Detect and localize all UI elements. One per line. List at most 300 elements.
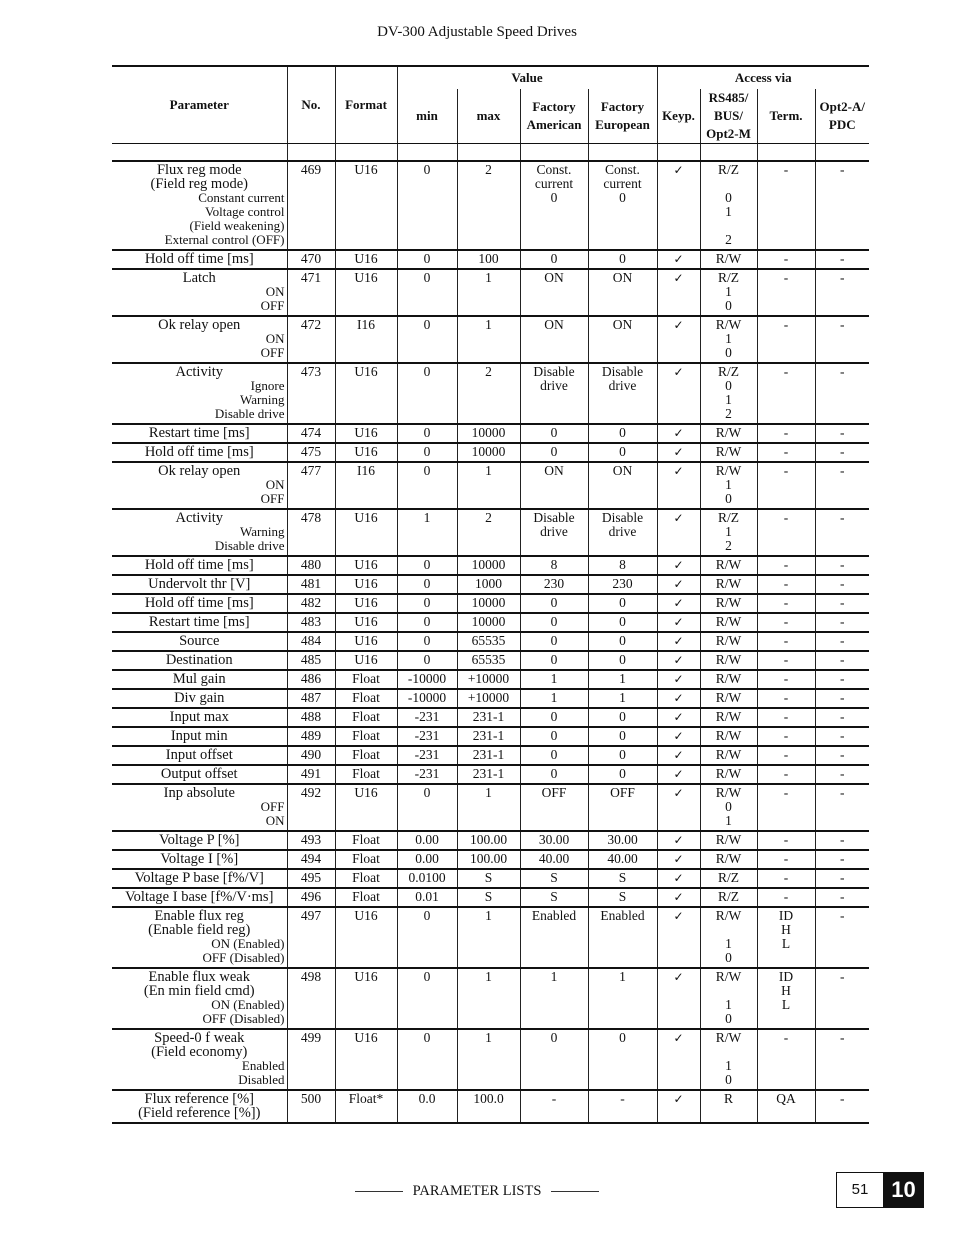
param-name: Voltage P base [f%/V] <box>134 870 264 886</box>
factory-american-value <box>520 689 588 708</box>
param-name-cell <box>112 575 287 594</box>
param-max: 10000 <box>457 613 520 632</box>
factory-american-value-line: drive <box>540 524 568 539</box>
table-row <box>112 462 869 509</box>
param-option: OFF <box>260 298 285 313</box>
param-option: Voltage control <box>204 204 285 219</box>
factory-european-value <box>588 316 657 363</box>
terminal-access <box>757 907 815 968</box>
header-line: Opt2-M <box>706 126 751 141</box>
param-number: 499 <box>287 1029 335 1090</box>
param-format: U16 <box>335 1029 397 1090</box>
terminal-access <box>757 968 815 1029</box>
rs485-access <box>700 443 757 462</box>
param-min: 0 <box>397 363 457 424</box>
factory-american-value-line: 0 <box>550 766 558 781</box>
checkmark-icon: ✓ <box>673 970 684 984</box>
rs485-access <box>700 869 757 888</box>
header-line: Factory <box>532 99 576 114</box>
keypad-access <box>657 424 700 443</box>
param-min: -231 <box>397 727 457 746</box>
param-format: U16 <box>335 651 397 670</box>
factory-american-value <box>520 784 588 831</box>
param-name: Div gain <box>174 690 225 706</box>
param-name: Activity <box>175 510 224 526</box>
factory-american-value-line: 1 <box>550 690 558 705</box>
factory-american-value <box>520 632 588 651</box>
col-header-rs485 <box>700 89 757 144</box>
rs485-access <box>700 250 757 269</box>
checkmark-icon: ✓ <box>673 909 684 923</box>
param-name: Restart time [ms] <box>148 425 250 441</box>
factory-european-value <box>588 907 657 968</box>
keypad-access <box>657 316 700 363</box>
factory-american-value-line: 30.00 <box>538 832 570 847</box>
param-name-cell <box>112 784 287 831</box>
param-format: U16 <box>335 363 397 424</box>
keypad-access <box>657 594 700 613</box>
keypad-access <box>657 689 700 708</box>
checkmark-icon: ✓ <box>673 833 684 847</box>
param-name: Input max <box>169 709 229 725</box>
rs485-access-line: R/W <box>715 969 742 984</box>
factory-american-value <box>520 250 588 269</box>
param-name: Restart time [ms] <box>148 614 250 630</box>
terminal-access <box>757 632 815 651</box>
factory-american-value-line: 0 <box>550 728 558 743</box>
factory-european-value-line: 1 <box>619 671 626 686</box>
rs485-access <box>700 1090 757 1123</box>
param-name: Inp absolute <box>163 785 235 801</box>
param-max: 231-1 <box>457 708 520 727</box>
param-min: 0 <box>397 968 457 1029</box>
checkmark-icon: ✓ <box>673 615 684 629</box>
factory-american-value-line: 1 <box>550 969 558 984</box>
param-min: 0 <box>397 462 457 509</box>
rs485-access-line: 1 <box>725 936 732 951</box>
rs485-access-line: 0 <box>725 378 732 393</box>
terminal-access-line: - <box>783 425 789 440</box>
terminal-access-line: - <box>783 832 789 847</box>
param-name-cell <box>112 632 287 651</box>
param-max: 10000 <box>457 594 520 613</box>
param-min: 0.0 <box>397 1090 457 1123</box>
factory-european-value-line: Const. <box>605 162 640 177</box>
opt2a-access: - <box>815 784 869 831</box>
rs485-access-line: R/W <box>715 317 742 332</box>
factory-american-value <box>520 907 588 968</box>
factory-european-value <box>588 888 657 907</box>
checkmark-icon: ✓ <box>673 365 684 379</box>
param-max: S <box>457 888 520 907</box>
param-number: 496 <box>287 888 335 907</box>
rs485-access <box>700 708 757 727</box>
keypad-access <box>657 462 700 509</box>
rs485-access-line: R/W <box>715 728 742 743</box>
param-number: 484 <box>287 632 335 651</box>
terminal-access <box>757 765 815 784</box>
param-max: 100 <box>457 250 520 269</box>
factory-american-value-line: 0 <box>550 595 558 610</box>
terminal-access-line: L <box>781 997 791 1012</box>
factory-european-value-line: 0 <box>619 425 626 440</box>
factory-american-value-line: Disable <box>533 510 575 525</box>
factory-european-value <box>588 556 657 575</box>
terminal-access-line: - <box>783 690 789 705</box>
table-row <box>112 424 869 443</box>
param-option: ON <box>265 813 285 828</box>
rs485-access <box>700 509 757 556</box>
terminal-access-line: - <box>783 557 789 572</box>
checkmark-icon: ✓ <box>673 710 684 724</box>
terminal-access <box>757 888 815 907</box>
factory-american-value-line: ON <box>544 317 564 332</box>
footer-rule-right <box>551 1191 599 1192</box>
factory-european-value <box>588 689 657 708</box>
rs485-access-line: R/W <box>715 595 742 610</box>
rs485-access <box>700 689 757 708</box>
table-row <box>112 269 869 316</box>
terminal-access <box>757 1090 815 1123</box>
rs485-access-line: 1 <box>725 477 732 492</box>
param-format: U16 <box>335 424 397 443</box>
param-option: Warning <box>240 524 285 539</box>
checkmark-icon: ✓ <box>673 577 684 591</box>
terminal-access-line: - <box>783 671 789 686</box>
rs485-access <box>700 575 757 594</box>
factory-european-value <box>588 594 657 613</box>
param-min: 0 <box>397 424 457 443</box>
factory-american-value-line: S <box>550 870 558 885</box>
checkmark-icon: ✓ <box>673 596 684 610</box>
rs485-access-line: R/W <box>715 557 742 572</box>
col-header-factory-american <box>520 89 588 144</box>
factory-american-value <box>520 651 588 670</box>
param-max: 100.0 <box>457 1090 520 1123</box>
param-max: 2 <box>457 509 520 556</box>
col-header-value: Value <box>397 66 657 89</box>
param-name: Voltage P [%] <box>158 832 240 848</box>
param-name: (Field reference [%]) <box>138 1105 261 1121</box>
checkmark-icon: ✓ <box>673 511 684 525</box>
table-row <box>112 1090 869 1123</box>
keypad-access <box>657 363 700 424</box>
factory-american-value <box>520 613 588 632</box>
opt2a-access: - <box>815 462 869 509</box>
rs485-access-line <box>703 177 755 191</box>
keypad-access <box>657 869 700 888</box>
checkmark-icon: ✓ <box>673 163 684 177</box>
rs485-access-line: R/Z <box>717 889 739 904</box>
factory-european-value-line: 30.00 <box>607 832 638 847</box>
rs485-access <box>700 632 757 651</box>
param-format: U16 <box>335 594 397 613</box>
rs485-access-line: 0 <box>725 491 732 506</box>
param-number: 498 <box>287 968 335 1029</box>
rs485-access <box>700 968 757 1029</box>
terminal-access <box>757 443 815 462</box>
param-format: U16 <box>335 968 397 1029</box>
param-number: 478 <box>287 509 335 556</box>
factory-american-value <box>520 831 588 850</box>
rs485-access-line: 1 <box>725 524 732 539</box>
table-row <box>112 907 869 968</box>
checkmark-icon: ✓ <box>673 748 684 762</box>
table-row <box>112 363 869 424</box>
terminal-access-line: - <box>783 162 789 177</box>
rs485-access-line: 1 <box>725 392 732 407</box>
terminal-access-line: - <box>783 614 789 629</box>
rs485-access-line: 1 <box>725 813 732 828</box>
param-name-cell <box>112 746 287 765</box>
rs485-access <box>700 363 757 424</box>
param-min: 0.01 <box>397 888 457 907</box>
param-number: 471 <box>287 269 335 316</box>
rs485-access-line: R/W <box>715 747 742 762</box>
rs485-access <box>700 746 757 765</box>
rs485-access-line: R <box>723 1091 733 1106</box>
param-max: 10000 <box>457 443 520 462</box>
factory-american-value-line: Const. <box>536 162 572 177</box>
param-option: Disabled <box>238 1072 285 1087</box>
opt2a-access: - <box>815 575 869 594</box>
rs485-access <box>700 161 757 250</box>
table-row <box>112 250 869 269</box>
footer-section <box>0 1183 954 1200</box>
param-name: Ok relay open <box>158 463 241 479</box>
footer-rule-left <box>355 1191 403 1192</box>
terminal-access <box>757 161 815 250</box>
rs485-access-line <box>703 923 755 937</box>
param-format: U16 <box>335 575 397 594</box>
factory-european-value-line: 1 <box>619 969 626 984</box>
param-number: 470 <box>287 250 335 269</box>
keypad-access <box>657 968 700 1029</box>
keypad-access <box>657 727 700 746</box>
table-row <box>112 765 869 784</box>
param-number: 489 <box>287 727 335 746</box>
keypad-access <box>657 1090 700 1123</box>
terminal-access-line: - <box>783 595 789 610</box>
factory-american-value-line: S <box>550 889 558 904</box>
param-number: 482 <box>287 594 335 613</box>
param-number: 477 <box>287 462 335 509</box>
keypad-access <box>657 850 700 869</box>
param-max: 10000 <box>457 556 520 575</box>
param-name-cell <box>112 161 287 250</box>
param-option: Enabled <box>241 1058 285 1073</box>
param-format: Float <box>335 708 397 727</box>
param-name-cell <box>112 727 287 746</box>
keypad-access <box>657 632 700 651</box>
param-number: 473 <box>287 363 335 424</box>
keypad-access <box>657 443 700 462</box>
rs485-access-line: 0 <box>725 1072 732 1087</box>
factory-american-value-line: 0 <box>550 444 558 459</box>
factory-american-value <box>520 727 588 746</box>
factory-american-value <box>520 594 588 613</box>
factory-american-value-line: 230 <box>543 576 565 591</box>
param-name-cell <box>112 443 287 462</box>
factory-american-value <box>520 269 588 316</box>
table-row <box>112 1029 869 1090</box>
rs485-access-line: R/W <box>715 251 742 266</box>
factory-american-value-line: - <box>551 1091 557 1106</box>
factory-european-value-line: drive <box>608 524 637 539</box>
checkmark-icon: ✓ <box>673 318 684 332</box>
table-row <box>112 784 869 831</box>
param-format: Float* <box>335 1090 397 1123</box>
checkmark-icon: ✓ <box>673 691 684 705</box>
terminal-access-line: ID <box>778 908 794 923</box>
rs485-access-line: R/W <box>715 614 742 629</box>
factory-american-value <box>520 424 588 443</box>
terminal-access-line: - <box>783 270 789 285</box>
factory-european-value-line: drive <box>608 378 637 393</box>
rs485-access <box>700 784 757 831</box>
factory-american-value <box>520 443 588 462</box>
factory-american-value <box>520 888 588 907</box>
keypad-access <box>657 765 700 784</box>
keypad-access <box>657 509 700 556</box>
factory-american-value <box>520 1029 588 1090</box>
param-name-cell <box>112 316 287 363</box>
param-min: 0 <box>397 907 457 968</box>
param-max: S <box>457 869 520 888</box>
factory-american-value-line: 0 <box>550 1030 558 1045</box>
checkmark-icon: ✓ <box>673 1031 684 1045</box>
col-header-opt2a <box>815 89 869 144</box>
keypad-access <box>657 161 700 250</box>
terminal-access-line: - <box>783 463 789 478</box>
factory-european-value-line: 0 <box>619 633 626 648</box>
param-format: U16 <box>335 269 397 316</box>
param-format: I16 <box>335 316 397 363</box>
param-option: ON <box>265 284 285 299</box>
param-max: 65535 <box>457 651 520 670</box>
rs485-access-line: 0 <box>725 1011 732 1026</box>
param-format: U16 <box>335 613 397 632</box>
table-row <box>112 509 869 556</box>
param-min: 0 <box>397 556 457 575</box>
rs485-access-line: R/Z <box>717 364 739 379</box>
param-name-cell <box>112 708 287 727</box>
keypad-access <box>657 575 700 594</box>
factory-european-value <box>588 462 657 509</box>
terminal-access <box>757 594 815 613</box>
opt2a-access: - <box>815 161 869 250</box>
param-number: 481 <box>287 575 335 594</box>
factory-european-value <box>588 250 657 269</box>
param-name: Hold off time [ms] <box>144 251 254 267</box>
terminal-access-line: - <box>783 364 789 379</box>
param-name: Input min <box>170 728 228 744</box>
factory-european-value-line: 0 <box>619 190 626 205</box>
param-option: Disable drive <box>214 538 285 553</box>
factory-american-value-line: ON <box>544 463 564 478</box>
col-header-term: Term. <box>757 89 815 144</box>
factory-european-value <box>588 1090 657 1123</box>
terminal-access <box>757 250 815 269</box>
table-row <box>112 689 869 708</box>
param-max: 65535 <box>457 632 520 651</box>
rs485-access-line: 1 <box>725 1058 732 1073</box>
factory-american-value <box>520 869 588 888</box>
keypad-access <box>657 556 700 575</box>
rs485-access <box>700 462 757 509</box>
terminal-access <box>757 850 815 869</box>
terminal-access <box>757 689 815 708</box>
param-number: 469 <box>287 161 335 250</box>
terminal-access <box>757 746 815 765</box>
keypad-access <box>657 831 700 850</box>
param-number: 488 <box>287 708 335 727</box>
rs485-access-line: R/W <box>715 576 742 591</box>
terminal-access-line: - <box>783 251 789 266</box>
keypad-access <box>657 269 700 316</box>
param-max: 2 <box>457 363 520 424</box>
page-number: 51 <box>836 1172 884 1208</box>
param-option: OFF <box>260 491 285 506</box>
keypad-access <box>657 651 700 670</box>
terminal-access-line: - <box>783 785 789 800</box>
factory-american-value-line: Enabled <box>531 908 577 923</box>
param-max: 231-1 <box>457 727 520 746</box>
col-header-no: No. <box>287 66 335 144</box>
terminal-access-line: ID <box>778 969 794 984</box>
opt2a-access: - <box>815 1029 869 1090</box>
checkmark-icon: ✓ <box>673 767 684 781</box>
param-min: 0 <box>397 594 457 613</box>
table-row <box>112 670 869 689</box>
rs485-access-line <box>703 219 755 233</box>
param-number: 497 <box>287 907 335 968</box>
factory-european-value-line: 40.00 <box>607 851 638 866</box>
param-number: 500 <box>287 1090 335 1123</box>
terminal-access-line: - <box>783 870 789 885</box>
param-max: 1 <box>457 784 520 831</box>
rs485-access <box>700 651 757 670</box>
param-max: 10000 <box>457 424 520 443</box>
rs485-access-line: R/Z <box>717 162 739 177</box>
rs485-access-line: 0 <box>725 298 732 313</box>
param-format: Float <box>335 869 397 888</box>
rs485-access <box>700 670 757 689</box>
rs485-access <box>700 613 757 632</box>
keypad-access <box>657 746 700 765</box>
param-max: 2 <box>457 161 520 250</box>
factory-european-value-line: 0 <box>619 444 626 459</box>
checkmark-icon: ✓ <box>673 890 684 904</box>
terminal-access-line: - <box>783 444 789 459</box>
table-row <box>112 613 869 632</box>
col-header-keyp: Keyp. <box>657 89 700 144</box>
factory-american-value-line: ON <box>544 270 564 285</box>
terminal-access <box>757 316 815 363</box>
factory-european-value <box>588 831 657 850</box>
col-header-access-via: Access via <box>657 66 869 89</box>
rs485-access-line: R/W <box>715 709 742 724</box>
factory-european-value <box>588 708 657 727</box>
param-min: 0 <box>397 613 457 632</box>
opt2a-access: - <box>815 613 869 632</box>
terminal-access <box>757 1029 815 1090</box>
opt2a-access: - <box>815 509 869 556</box>
param-option: OFF (Disabled) <box>202 1011 285 1026</box>
factory-american-value-line: current <box>534 176 574 191</box>
param-number: 493 <box>287 831 335 850</box>
rs485-access <box>700 1029 757 1090</box>
